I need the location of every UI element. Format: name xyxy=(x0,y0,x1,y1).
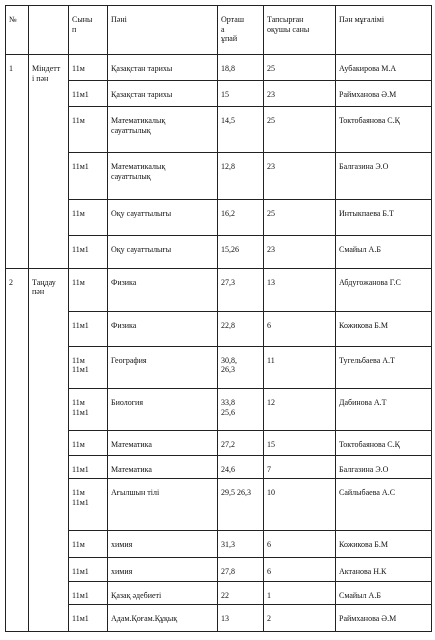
score-cell: 15,26 xyxy=(218,235,264,268)
teacher-cell: Тугельбаева А.Т xyxy=(336,346,432,389)
table-body xyxy=(6,55,432,632)
table-row xyxy=(6,153,432,200)
count-cell: 1 xyxy=(264,581,336,605)
table-row xyxy=(6,431,432,456)
score-cell: 14,5 xyxy=(218,107,264,153)
class-cell: 11м 11м1 xyxy=(69,389,108,431)
teacher-cell: Токтобаянова С.Қ xyxy=(336,431,432,456)
count-cell: 7 xyxy=(264,455,336,479)
subject-cell: Ағылшын тілі xyxy=(108,479,218,531)
subject-cell: Биология xyxy=(108,389,218,431)
teacher-cell: Интыкпаева Б.Т xyxy=(336,200,432,235)
subject-cell: Математика xyxy=(108,431,218,456)
score-cell: 33,8 25,6 xyxy=(218,389,264,431)
teacher-cell: Балгазина Э.О xyxy=(336,455,432,479)
count-cell: 11 xyxy=(264,346,336,389)
subject-cell: Оқу сауаттылығы xyxy=(108,200,218,235)
subject-cell: Қазақ әдебиеті xyxy=(108,581,218,605)
group-number-cell: 1 xyxy=(6,55,29,269)
score-cell: 27,3 xyxy=(218,268,264,312)
teacher-cell: Сайлыбаева А.С xyxy=(336,479,432,531)
subject-cell: Қазақстан тарихы xyxy=(108,80,218,107)
subject-cell: Адам.Қоғам.Құқық xyxy=(108,605,218,632)
table-row xyxy=(6,235,432,268)
subject-cell: Оқу сауаттылығы xyxy=(108,235,218,268)
teacher-cell: Смайыл А.Б xyxy=(336,235,432,268)
table-row xyxy=(6,55,432,81)
table-row xyxy=(6,312,432,346)
class-cell: 11м 11м1 xyxy=(69,479,108,531)
class-cell: 11м1 xyxy=(69,581,108,605)
teacher-cell: Актанова Н.К xyxy=(336,558,432,582)
teacher-cell: Раймханова Ә.М xyxy=(336,605,432,632)
class-cell: 11м xyxy=(69,200,108,235)
table-row xyxy=(6,389,432,431)
class-cell: 11м1 xyxy=(69,455,108,479)
count-cell: 25 xyxy=(264,107,336,153)
class-cell: 11м1 xyxy=(69,153,108,200)
score-cell: 16,2 xyxy=(218,200,264,235)
subject-cell: Физика xyxy=(108,268,218,312)
group-number-cell: 2 xyxy=(6,268,29,631)
subject-cell: Физика xyxy=(108,312,218,346)
subject-cell: Математикалық сауаттылық xyxy=(108,153,218,200)
subject-cell: химия xyxy=(108,531,218,558)
score-cell: 24,6 xyxy=(218,455,264,479)
score-cell: 22 xyxy=(218,581,264,605)
table-row xyxy=(6,581,432,605)
subject-cell: Қазақстан тарихы xyxy=(108,55,218,81)
table-row xyxy=(6,346,432,389)
results-table xyxy=(5,5,432,632)
count-cell: 2 xyxy=(264,605,336,632)
count-cell: 23 xyxy=(264,235,336,268)
subject-cell: География xyxy=(108,346,218,389)
table-row xyxy=(6,531,432,558)
count-cell: 13 xyxy=(264,268,336,312)
count-cell: 23 xyxy=(264,80,336,107)
teacher-cell: Абдугожанова Г.С xyxy=(336,268,432,312)
score-cell: 15 xyxy=(218,80,264,107)
score-cell: 22,8 xyxy=(218,312,264,346)
score-cell: 30,8, 26,3 xyxy=(218,346,264,389)
score-cell: 18,8 xyxy=(218,55,264,81)
class-cell: 11м1 xyxy=(69,235,108,268)
score-cell: 31,3 xyxy=(218,531,264,558)
header-teacher: Пән мұғалімі xyxy=(336,6,432,55)
class-cell: 11м1 xyxy=(69,605,108,632)
count-cell: 10 xyxy=(264,479,336,531)
count-cell: 6 xyxy=(264,531,336,558)
table-row xyxy=(6,455,432,479)
score-cell: 29,5 26,3 xyxy=(218,479,264,531)
class-cell: 11м xyxy=(69,55,108,81)
class-cell: 11м xyxy=(69,107,108,153)
teacher-cell: Раймханова Ә.М xyxy=(336,80,432,107)
header-score: Орташ а ұпай xyxy=(218,6,264,55)
table-row xyxy=(6,605,432,632)
class-cell: 11м1 xyxy=(69,312,108,346)
count-cell: 6 xyxy=(264,312,336,346)
score-cell: 12,8 xyxy=(218,153,264,200)
subject-cell: химия xyxy=(108,558,218,582)
header-subject: Пәні xyxy=(108,6,218,55)
header-number: № xyxy=(6,6,29,55)
count-cell: 12 xyxy=(264,389,336,431)
table-row xyxy=(6,268,432,312)
count-cell: 25 xyxy=(264,55,336,81)
group-category-cell: Таңдау пән xyxy=(29,268,69,631)
class-cell: 11м1 xyxy=(69,80,108,107)
table-row xyxy=(6,479,432,531)
teacher-cell: Смайыл А.Б xyxy=(336,581,432,605)
table-row xyxy=(6,558,432,582)
teacher-cell: Кожикова Б.М xyxy=(336,312,432,346)
score-cell: 27,8 xyxy=(218,558,264,582)
count-cell: 6 xyxy=(264,558,336,582)
subject-cell: Математика xyxy=(108,455,218,479)
teacher-cell: Балгазина Э.О xyxy=(336,153,432,200)
class-cell: 11м xyxy=(69,268,108,312)
table-row xyxy=(6,107,432,153)
header-category xyxy=(29,6,69,55)
subject-cell: Математикалық сауаттылық xyxy=(108,107,218,153)
class-cell: 11м 11м1 xyxy=(69,346,108,389)
group-category-cell: Міндетт і пән xyxy=(29,55,69,269)
score-cell: 27,2 xyxy=(218,431,264,456)
teacher-cell: Аубакирова М.А xyxy=(336,55,432,81)
header-class: Сыны п xyxy=(69,6,108,55)
teacher-cell: Кожикова Б.М xyxy=(336,531,432,558)
class-cell: 11м1 xyxy=(69,558,108,582)
class-cell: 11м xyxy=(69,531,108,558)
table-row xyxy=(6,200,432,235)
header-count: Тапсырған оқушы саны xyxy=(264,6,336,55)
teacher-cell: Токтобаянова С.Қ xyxy=(336,107,432,153)
table-row xyxy=(6,80,432,107)
score-cell: 13 xyxy=(218,605,264,632)
count-cell: 25 xyxy=(264,200,336,235)
header-row xyxy=(6,6,432,55)
count-cell: 23 xyxy=(264,153,336,200)
teacher-cell: Дабинова А.Т xyxy=(336,389,432,431)
class-cell: 11м xyxy=(69,431,108,456)
count-cell: 15 xyxy=(264,431,336,456)
